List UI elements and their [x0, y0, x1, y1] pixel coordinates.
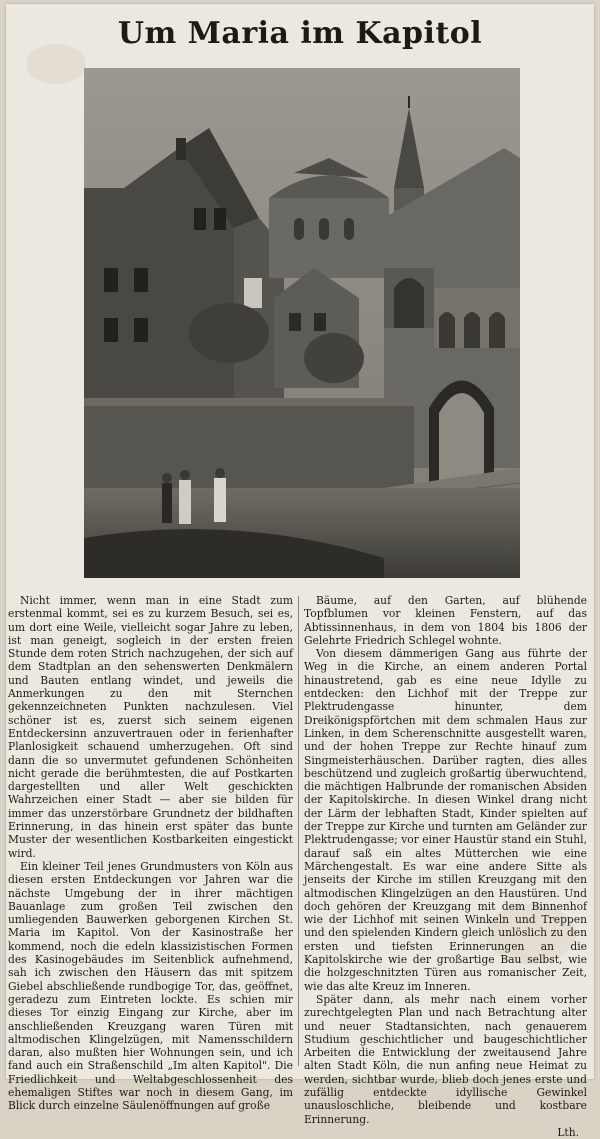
article-title: Um Maria im Kapitol	[117, 16, 483, 51]
paragraph: Von diesem dämmerigen Gang aus führte der Weg in die Kirche, an einem anderen Portal hinaustretend, gab es eine neue Idylle zu entdecken: den Lichhof mit der Treppe zur Plektrudengasse hinunter, dem Dreikönigspförtchen mit dem schmalen Haus zur Linken, in dem Scherenschnitte ausgestellt waren, und der hohen Treppe zur Rechte hinauf zum Singmeisterhäuschen. Darüber ragten, dies alles beschützend und zugleich großartig überwuchtend, die mächtigen Halbrunde der romanischen Absiden der Kapitolskirche. In diesen Winkel drang nicht der Lärm der lebhaften Stadt, Kinder spielten auf der Treppe zur Kirche und turnten am Geländer zur Plektrudengasse; vor einer Haustür stand ein Stuhl, darauf saß ein altes Mütterchen wie eine Märchengestalt. Es war eine andere Sitte als jenseits der Kirche im stillen Kreuzgang mit den altmodischen Klingelzügen an den Haustüren. Und doch gehören der Kreuzgang mit dem Binnenhof wie der Lichhof mit seinen Winkeln und Treppen und den spielenden Kindern gleich unlöslich zu den ersten und tiefsten Erinnerungen an die Kapitolskirche wie der großartige Bau selbst, wie die holzgeschnitzten Türen aus romanischer Zeit, wie das alte Kreuz im Inneren.	[304, 647, 587, 993]
column-divider	[298, 596, 299, 1066]
article-column-right	[304, 594, 587, 1139]
church-photo-graphic	[84, 68, 520, 578]
article-column-left	[8, 594, 293, 1113]
paragraph: Nicht immer, wenn man in eine Stadt zum erstenmal kommt, sei es zu kurzem Besuch, sei es, um dort eine Weile, vielleicht sogar Jahre zu leben, ist man geneigt, sogleich in der ersten freien Stunde dem roten Strich nachzugehen, der sich auf dem Stadtplan an den sehenswerten Denkmälern und Bauten entlang windet, und jeweils die Anmerkungen zu den mit Sternchen gekennzeichneten Punkten nachzulesen. Viel schöner ist es, zuerst sich seinem eigenen Entdeckersinn anzuvertrauen oder in ferienhafter Planlosigkeit schauend umherzugehen. Oft sind dann die so unvermutet gefundenen Schönheiten nicht gerade die berühmtesten, die auf Postkarten dargestellten und aller Welt geschickten Wahrzeichen einer Stadt — aber sie bilden für immer das unzerstörbare Grundnetz der bildhaften Erinnerung, in das hinein erst später das bunte Muster der wesentlichen Kostbarkeiten eingestickt wird.	[8, 594, 293, 860]
newspaper-clipping	[6, 4, 594, 1139]
paragraph: Bäume, auf den Garten, auf blühende Topfblumen vor kleinen Fenstern, auf das Abtissinnenhaus, in dem von 1804 bis 1806 der Gelehrte Friedrich Schlegel wohnte.	[304, 594, 587, 647]
church-photo	[84, 68, 520, 578]
paragraph: Ein kleiner Teil jenes Grundmusters von Köln aus diesen ersten Entdeckungen vor Jahren war die nächste Umgebung der in ihrer mächtigen Bauanlage zum großen Teil zwischen den umliegenden Bauwerken geborgenen Kirchen St. Maria im Kapitol. Von der Kasinostraße her kommend, noch die edeln klassizistischen Formen des Kasinogebäudes im Seitenblick aufnehmend, sah ich zwischen den Häusern das mit spitzem Giebel abschließende rundbogige Tor, das, geöffnet, geradezu zum Eintreten lockte. Es schien mir dieses Tor einzig Eingang zur Kirche, aber im anschließenden Kreuzgang waren Türen mit altmodischen Klingelzügen, mit Namensschildern daran, also mußten hier Wohnungen sein, und ich fand auch ein Straßenschild „Im alten Kapitol". Die Friedlichkeit und Weltabgeschlossenheit des ehemaligen Stiftes war noch in diesem Gang, im Blick durch einzelne Säulenöffnungen auf große	[8, 859, 293, 1113]
paragraph: Später dann, als mehr nach einem vorher zurechtgelegten Plan und nach Betrachtung alter und neuer Stadtansichten, nach genauerem Studium geschichtlicher und baugeschichtlicher Arbeiten die Entwicklung der zweitausend Jahre alten Stadt Köln, die nun anfing neue Heimat zu werden, sichtbar wurde, blieb doch jenes erste und zufällig entdeckte idyllische Gewinkel unausloschliche, bleibende und kostbare Erinnerung.	[304, 992, 587, 1126]
author-signature: Lth.	[557, 1125, 579, 1139]
